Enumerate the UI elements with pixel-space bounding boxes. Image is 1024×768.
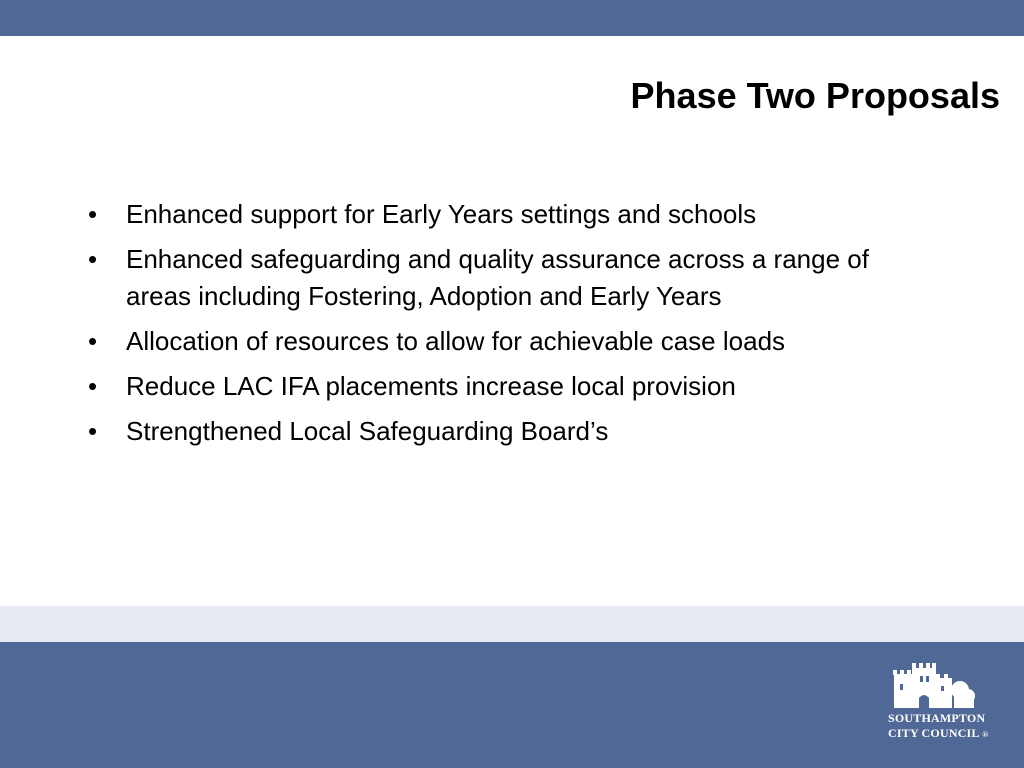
- bullet-text: Enhanced safeguarding and quality assurance across a range of areas including Fostering, Adoption and Early Years: [126, 244, 869, 311]
- bullet-text: Reduce LAC IFA placements increase local provision: [126, 371, 736, 401]
- bullet-dot: •: [88, 244, 98, 274]
- bullet-dot: •: [88, 416, 98, 446]
- logo-text-line2: [888, 726, 988, 741]
- list-item: [88, 413, 938, 450]
- list-item: [88, 368, 938, 405]
- top-bar: [0, 0, 1024, 36]
- logo-text-line1: SOUTHAMPTON: [888, 711, 986, 725]
- bullet-text: Strengthened Local Safeguarding Board’s: [126, 416, 609, 446]
- council-logo: [884, 660, 989, 746]
- footer-bar: [0, 642, 1024, 768]
- bullet-dot: •: [88, 326, 98, 356]
- registered-mark: ®: [982, 729, 989, 739]
- bullet-dot: •: [88, 371, 98, 401]
- slide-title: Phase Two Proposals: [630, 75, 1000, 116]
- bullet-text: Allocation of resources to allow for achievable case loads: [126, 326, 786, 356]
- logo-text: CITY COUNCIL: [888, 726, 979, 740]
- bullet-list: [88, 196, 938, 458]
- footer-band: [0, 606, 1024, 642]
- bullet-dot: •: [88, 199, 98, 229]
- castle-icon: [890, 660, 976, 712]
- list-item: [88, 323, 938, 360]
- list-item: [88, 241, 938, 315]
- list-item: [88, 196, 938, 233]
- bullet-text: Enhanced support for Early Years settings and schools: [126, 199, 757, 229]
